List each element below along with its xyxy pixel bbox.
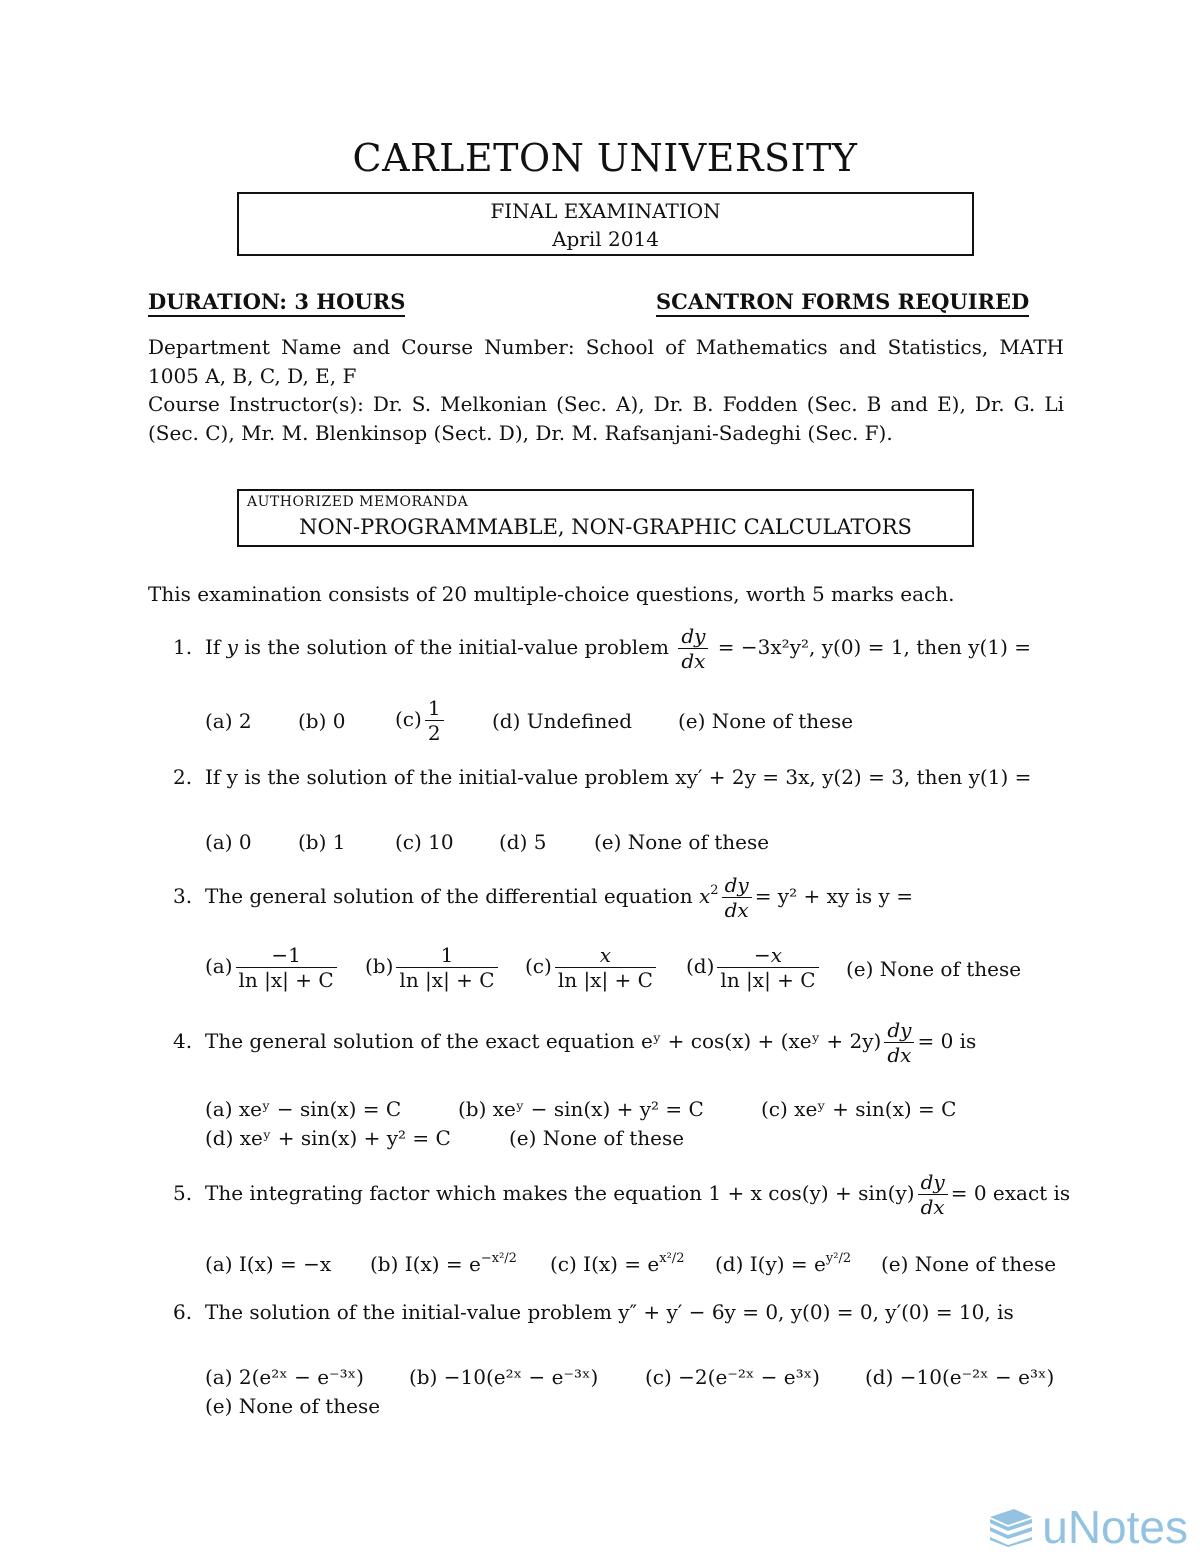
memoranda-box — [237, 489, 974, 547]
option-4b[interactable]: (b) xeʸ − sin(x) + y² = C — [458, 1097, 704, 1121]
question-1-options — [205, 696, 1065, 756]
option-5b[interactable]: (b) $I(x) = e^{-x^2/2}$ — [370, 1251, 517, 1276]
option-4e[interactable]: (e) None of these — [509, 1126, 685, 1150]
exam-intro: This examination consists of 20 multiple-choice questions, worth 5 marks each. — [148, 582, 955, 606]
option-6b[interactable]: (b) −10(e²ˣ − e⁻³ˣ) — [409, 1365, 599, 1389]
option-4c[interactable]: (c) xeʸ + sin(x) = C — [761, 1097, 957, 1121]
option-6d[interactable]: (d) −10(e⁻²ˣ − e³ˣ) — [865, 1365, 1055, 1389]
option-2c[interactable]: (c) 10 — [395, 830, 454, 854]
option-5a[interactable]: (a) I(x) = −x — [205, 1252, 332, 1276]
option-5c[interactable]: (c) $I(x) = e^{x^2/2}$ — [550, 1251, 685, 1276]
option-3a[interactable]: (a) $\frac{-1}{\ln |x| + C}$ — [205, 943, 340, 992]
option-1b[interactable]: (b) 0 — [298, 709, 346, 733]
instructors-line: Course Instructor(s): Dr. S. Melkonian (Sec. A), Dr. B. Fodden (Sec. B and E), Dr. G. Li (Sec. C), Mr. M. Blenkinsop (Sect. D), Dr. M. Rafsanjani-Sadeghi (Sec. F). — [148, 392, 1064, 445]
unotes-watermark — [986, 1500, 1188, 1554]
option-1c[interactable]: (c) $\frac{1}{2}$ — [395, 696, 447, 745]
book-stack-icon — [986, 1507, 1036, 1547]
memoranda-value: NON-PROGRAMMABLE, NON-GRAPHIC CALCULATORS — [299, 515, 912, 539]
option-6a[interactable]: (a) 2(e²ˣ − e⁻³ˣ) — [205, 1365, 364, 1389]
option-3c[interactable]: (c) $\frac{x}{\ln |x| + C}$ — [525, 943, 659, 992]
question-6-options — [205, 1365, 1065, 1425]
watermark-text: uNotes — [1042, 1501, 1188, 1553]
question-4-options — [205, 1097, 1065, 1157]
option-2d[interactable]: (d) 5 — [499, 830, 547, 854]
question-5-options — [205, 1252, 1065, 1282]
scantron-label: SCANTRON FORMS REQUIRED — [656, 289, 1029, 314]
option-6e[interactable]: (e) None of these — [205, 1394, 381, 1418]
option-3b[interactable]: (b) $\frac{1}{\ln |x| + C}$ — [365, 943, 501, 992]
option-1d[interactable]: (d) Undefined — [492, 709, 632, 733]
question-3-options — [205, 943, 1065, 1003]
question-1: 1. If y is the solution of the initial-value problem $\frac{dy}{dx}$ = −3x²y², y(0) = 1, then y(1) = — [173, 624, 1031, 673]
exam-type: FINAL EXAMINATION — [490, 199, 721, 223]
question-5: 5. The integrating factor which makes the equation 1 + x cos(y) + sin(y) $\frac{dy}{dx}$ = 0 exact is — [173, 1170, 1071, 1219]
memoranda-label: AUTHORIZED MEMORANDA — [247, 494, 469, 510]
option-5d[interactable]: (d) $I(y) = e^{y^2/2}$ — [715, 1251, 852, 1276]
question-3: 3. The general solution of the differential equation $x^2$ $\frac{dy}{dx}$ = y² + xy is y = — [173, 873, 913, 922]
option-5e[interactable]: (e) None of these — [881, 1252, 1057, 1276]
option-2a[interactable]: (a) 0 — [205, 830, 252, 854]
option-3e[interactable]: (e) None of these — [846, 957, 1022, 981]
department-line: Department Name and Course Number: School of Mathematics and Statistics, MATH 1005 A, B, C, D, E, F — [148, 335, 1064, 388]
option-2b[interactable]: (b) 1 — [298, 830, 346, 854]
option-1a[interactable]: (a) 2 — [205, 709, 252, 733]
question-2: 2. If y is the solution of the initial-value problem xy′ + 2y = 3x, y(2) = 3, then y(1) = — [173, 765, 1032, 789]
option-1e[interactable]: (e) None of these — [678, 709, 854, 733]
option-4a[interactable]: (a) xeʸ − sin(x) = C — [205, 1097, 402, 1121]
option-4d[interactable]: (d) xeʸ + sin(x) + y² = C — [205, 1126, 451, 1150]
option-6c[interactable]: (c) −2(e⁻²ˣ − e³ˣ) — [645, 1365, 820, 1389]
option-2e[interactable]: (e) None of these — [594, 830, 770, 854]
question-4: 4. The general solution of the exact equation eʸ + cos(x) + (xeʸ + 2y) $\frac{dy}{dx}$ = 0 is — [173, 1018, 977, 1067]
university-title: CARLETON UNIVERSITY — [352, 136, 858, 180]
duration-label: DURATION: 3 HOURS — [148, 289, 405, 314]
exam-header-box — [237, 192, 974, 256]
exam-date: April 2014 — [552, 227, 659, 251]
derivative-fraction: $\frac{dy}{dx}$ — [678, 624, 708, 673]
option-3d[interactable]: (d) $\frac{-x}{\ln |x| + C}$ — [686, 943, 822, 992]
question-6: 6. The solution of the initial-value problem y″ + y′ − 6y = 0, y(0) = 0, y′(0) = 10, is — [173, 1300, 1014, 1324]
question-2-options — [205, 830, 1065, 860]
